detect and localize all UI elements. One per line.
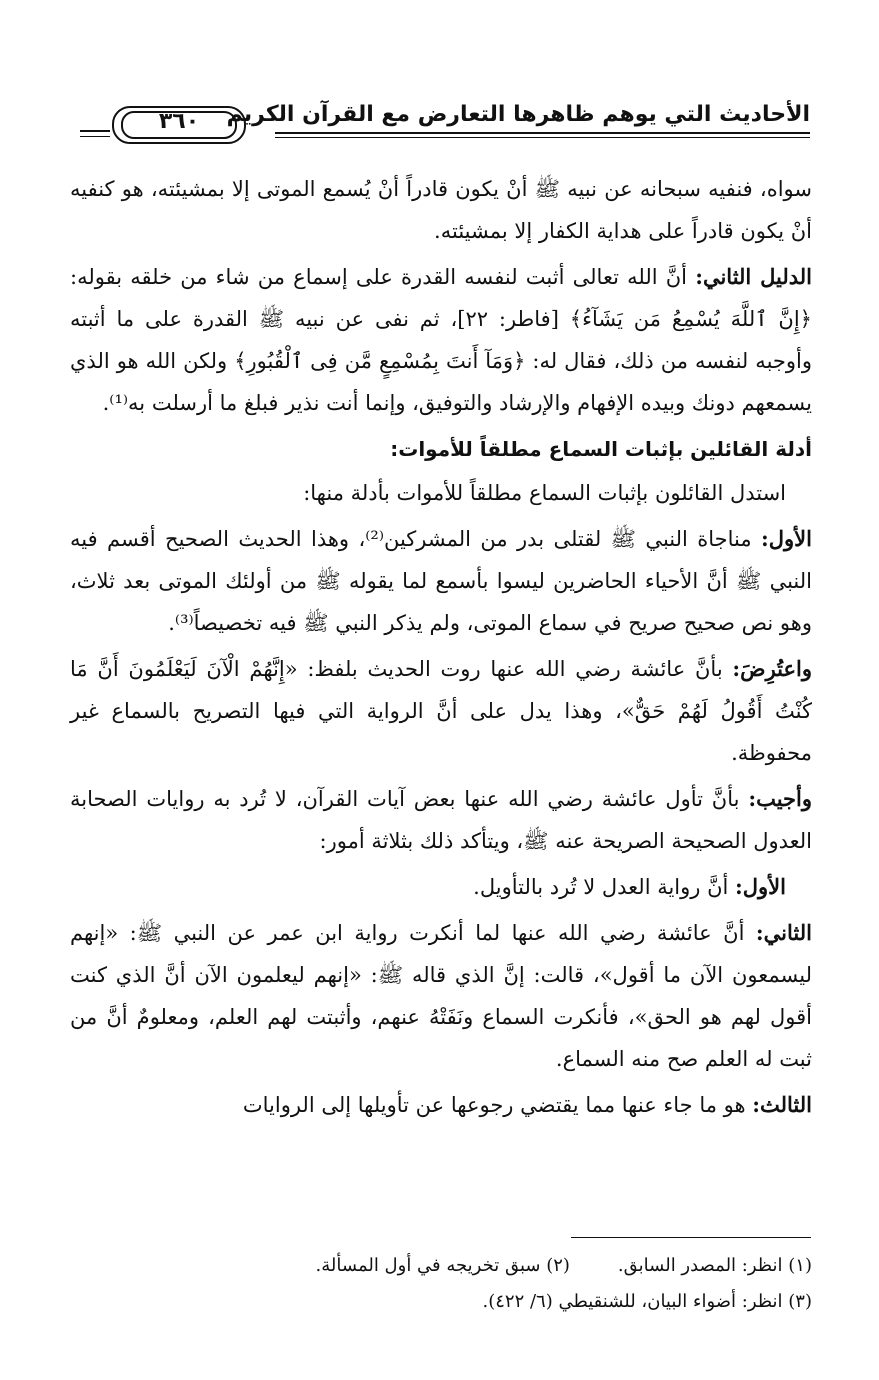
paragraph xyxy=(70,168,812,252)
header-rule-left xyxy=(80,130,110,132)
footnote-1: (١) انظر: المصدر السابق. xyxy=(617,1255,812,1276)
page-number-badge xyxy=(112,106,246,144)
paragraph-lead: الأول: xyxy=(735,874,786,899)
paragraph xyxy=(70,1084,812,1126)
footnote-separator xyxy=(571,1237,811,1238)
paragraph-text: أنَّ الله تعالى أثبت لنفسه القدرة على إسماع من شاء من خلقه بقوله: ﴿إِنَّ ٱللَّهَ يُسْمِعُ مَن يَشَآءُ﴾ [فاطر: ٢٢]، ثم نفى عن نبيه ﷺ القدرة على ما أثبته وأوجبه لنفسه من ذلك، فقال له: ﴿وَمَآ أَنتَ بِمُسْمِعٍ مَّن فِى ٱلْقُبُورِ﴾ ولكن الله هو الذي يسمعهم دونك وبيده الإفهام والإرشاد والتوفيق، وإنما أنت نذير فبلغ ما أرسلت به⁽¹⁾. xyxy=(70,265,812,415)
header-rule-left-thin xyxy=(80,136,110,137)
footnote-3: (٣) انظر: أضواء البيان، للشنقيطي (٦/ ٤٢٢). xyxy=(482,1291,812,1312)
paragraph-lead: الثالث: xyxy=(752,1092,812,1117)
paragraph-text: هو ما جاء عنها مما يقتضي رجوعها عن تأويلها إلى الروايات xyxy=(242,1093,753,1117)
paragraph-text: بأنَّ تأول عائشة رضي الله عنها بعض آيات القرآن، لا تُرد به روايات الصحابة العدول الصحيحة الصريحة عنه ﷺ، ويتأكد ذلك بثلاثة أمور: xyxy=(70,787,812,853)
paragraph xyxy=(70,518,812,644)
paragraph-text: أنَّ عائشة رضي الله عنها لما أنكرت رواية ابن عمر عن النبي ﷺ: «إنهم ليسمعون الآن ما أقول»، قالت: إنَّ الذي قاله ﷺ: «إنهم ليعلمون الآن أنَّ الذي كنت أقول لهم هو الحق»، فأنكرت السماع ونَفَتْهُ عنهم، وأثبتت لهم العلم، ومعلومٌ أنَّ من ثبت له العلم صح منه السماع. xyxy=(70,921,812,1071)
paragraph xyxy=(70,472,812,514)
page-number: ٣٦٠ xyxy=(158,109,200,134)
footnotes xyxy=(70,1248,812,1320)
header-rule-thin xyxy=(275,137,810,138)
paragraph-text: مناجاة النبي ﷺ لقتلى بدر من المشركين⁽²⁾، وهذا الحديث الصحيح أقسم فيه النبي ﷺ أنَّ الأحياء الحاضرين ليسوا بأسمع لما يقوله ﷺ من أولئك الموتى بعد ثلاث، وهو نص صحيح صريح في سماع الموتى، ولم يذكر النبي ﷺ فيه تخصيصاً⁽³⁾. xyxy=(70,527,812,635)
section-heading: أدلة القائلين بإثبات السماع مطلقاً للأموات: xyxy=(390,437,812,461)
paragraph xyxy=(70,866,812,908)
paragraph-text: بأنَّ عائشة رضي الله عنها روت الحديث بلفظ: «إِنَّهُمْ الْآنَ لَيَعْلَمُونَ أَنَّ مَا كُنْتُ أَقُولُ لَهُمْ حَقٌّ»، وهذا يدل على أنَّ الرواية التي فيها التصريح بالسماع غير محفوظة. xyxy=(70,657,812,765)
paragraph-lead: واعتُرِضَ: xyxy=(732,656,812,681)
paragraph xyxy=(70,648,812,774)
footnote-row xyxy=(70,1248,812,1284)
paragraph xyxy=(70,778,812,862)
paragraph-text: استدل القائلون بإثبات السماع مطلقاً للأموات بأدلة منها: xyxy=(303,481,786,505)
running-title: الأحاديث التي يوهم ظاهرها التعارض مع القرآن الكريم xyxy=(226,102,810,127)
page-header xyxy=(70,96,810,148)
main-text xyxy=(70,168,812,1130)
paragraph xyxy=(70,256,812,424)
paragraph-lead: الدليل الثاني: xyxy=(695,264,812,289)
footnote-2: (٢) سبق تخريجه في أول المسألة. xyxy=(315,1255,570,1276)
footnote-row xyxy=(70,1284,812,1320)
paragraph-lead: وأجيب: xyxy=(748,786,812,811)
paragraph-lead: الثاني: xyxy=(755,920,812,945)
paragraph-lead: الأول: xyxy=(761,526,812,551)
paragraph-text: أنَّ رواية العدل لا تُرد بالتأويل. xyxy=(473,875,736,899)
header-rule xyxy=(275,132,810,134)
paragraph-text: سواه، فنفيه سبحانه عن نبيه ﷺ أنْ يكون قادراً أنْ يُسمع الموتى إلا بمشيئته، هو كنفيه أنْ يكون قادراً على هداية الكفار إلا بمشيئته. xyxy=(70,177,812,243)
paragraph xyxy=(70,912,812,1080)
